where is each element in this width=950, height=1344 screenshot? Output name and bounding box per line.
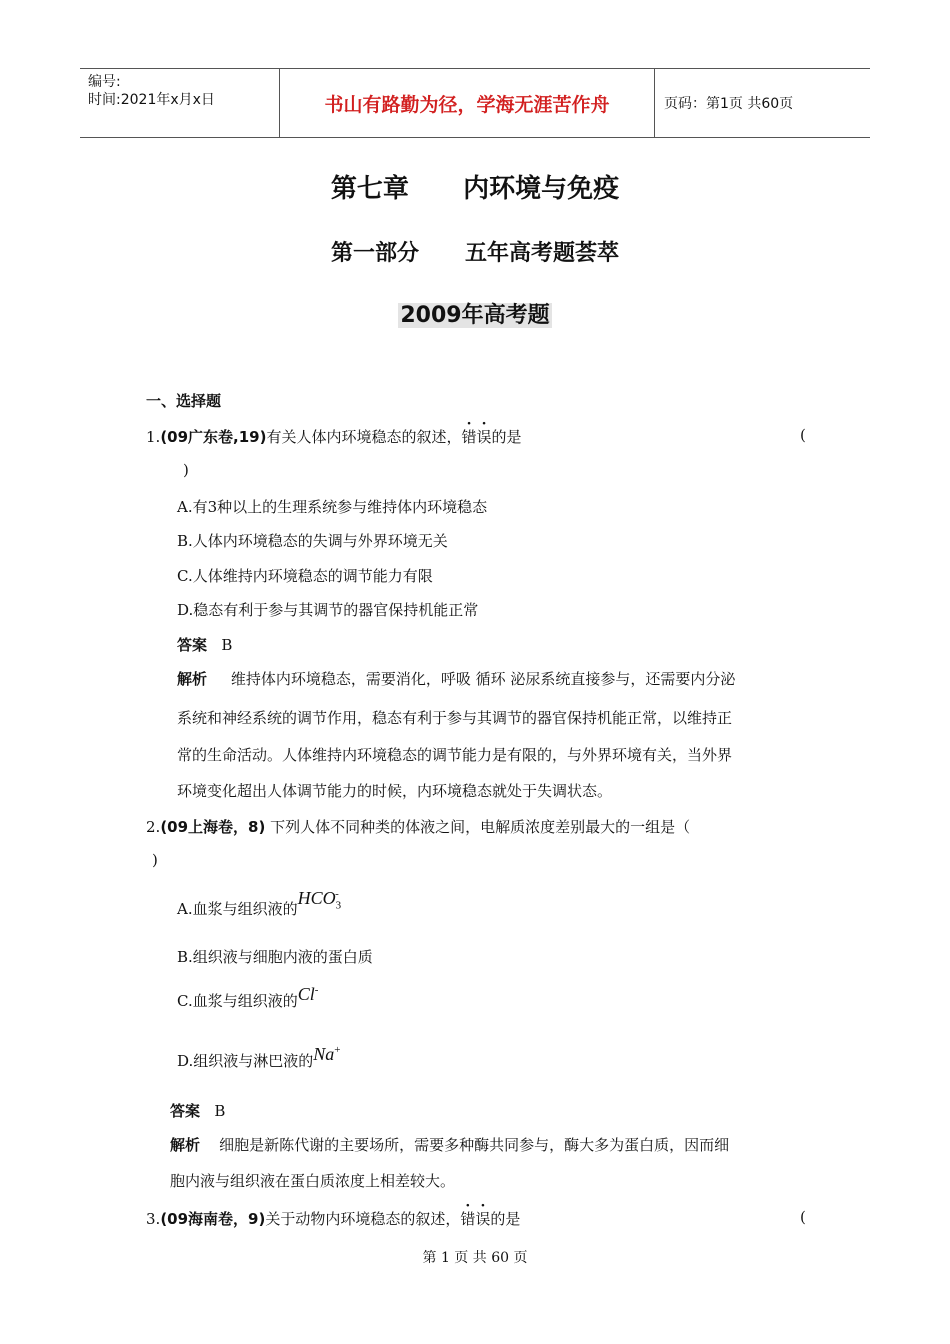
q3-source: (09海南卷，9) <box>160 1210 266 1228</box>
q1-analysis-line-3: 常的生命活动。人体维持内环境稳态的调节能力是有限的，与外界环境有关，当外界 <box>177 746 733 764</box>
q1-analysis-text-1: 维持体内环境稳态，需要消化，呼吸 循环 泌尿系统直接参与，还需要内分泌 <box>230 670 736 688</box>
q2-option-c-text: C.血浆与组织液的 <box>177 992 298 1010</box>
q3-paren-open: ( <box>800 1208 806 1226</box>
hco3-sub: 3 <box>335 899 342 912</box>
q1-analysis-line-2: 系统和神经系统的调节作用，稳态有利于参与其调节的器官保持机能正常，以维持正 <box>177 709 733 727</box>
q1-analysis-label: 解析 <box>177 670 208 688</box>
q3-number: 3. <box>146 1210 161 1228</box>
q1-option-a: A.有3种以上的生理系统参与维持体内环境稳态 <box>177 498 488 516</box>
question-1-stem <box>146 426 522 447</box>
q2-analysis-line-2: 胞内液与组织液在蛋白质浓度上相差较大。 <box>170 1172 456 1190</box>
q1-emph-2: 误 <box>476 428 492 446</box>
q3-emph-2: 误 <box>475 1210 491 1228</box>
q2-number: 2. <box>146 818 161 836</box>
year-title-wrap <box>0 298 950 329</box>
q2-option-d <box>177 1044 341 1071</box>
q1-option-b: B.人体内环境稳态的失调与外界环境无关 <box>177 532 448 550</box>
question-3-stem <box>146 1208 520 1229</box>
q3-stem-post: 的是 <box>490 1210 521 1228</box>
q1-answer-label: 答案 <box>177 636 208 654</box>
q1-analysis-line-4: 环境变化超出人体调节能力的时候，内环境稳态就处于失调状态。 <box>177 782 613 800</box>
time-label: 时间:2021年x月x日 <box>88 92 215 108</box>
q2-analysis-label: 解析 <box>170 1136 201 1154</box>
q3-stem-pre: 关于动物内环境稳态的叙述， <box>265 1210 461 1228</box>
q2-option-a-formula <box>297 888 342 912</box>
q2-option-d-text: D.组织液与淋巴液的 <box>177 1052 314 1070</box>
q2-option-b: B.组织液与细胞内液的蛋白质 <box>177 948 373 966</box>
q1-option-d: D.稳态有利于参与其调节的器官保持机能正常 <box>177 601 479 619</box>
na-symbol: Na <box>313 1044 335 1064</box>
hco3-sup: - <box>335 888 339 900</box>
cl-sup: - <box>314 984 319 996</box>
q2-option-d-formula <box>313 1044 340 1064</box>
q1-stem-pre: 有关人体内环境稳态的叙述， <box>266 428 462 446</box>
q2-option-a-text: A.血浆与组织液的 <box>177 900 298 918</box>
q2-option-c <box>177 984 319 1011</box>
hco3-symbol: HCO <box>297 888 336 908</box>
na-sup: + <box>334 1044 341 1056</box>
q2-paren-close: ) <box>152 851 158 869</box>
q2-analysis-text-1: 细胞是新陈代谢的主要场所，需要多种酶共同参与，酶大多为蛋白质，因而细 <box>219 1136 730 1154</box>
part-title: 第一部分 五年高考题荟萃 <box>331 241 619 266</box>
q2-answer-label: 答案 <box>170 1102 201 1120</box>
q1-emph-1: 错 <box>461 428 477 446</box>
q1-source: (09广东卷,19) <box>160 428 267 446</box>
q1-stem-post: 的是 <box>491 428 522 446</box>
q1-number: 1. <box>146 428 161 446</box>
q1-analysis-line-1 <box>177 668 735 689</box>
header-motto: 书山有路勤为径，学海无涯苦作舟 <box>280 69 655 137</box>
q1-answer-value: B <box>221 636 233 654</box>
number-label: 编号: <box>88 74 121 90</box>
q1-option-c: C.人体维持内环境稳态的调节能力有限 <box>177 567 433 585</box>
q2-analysis-line-1 <box>170 1134 729 1155</box>
q1-paren-open: ( <box>800 426 806 444</box>
cl-symbol: Cl <box>297 984 315 1004</box>
page-footer: 第 1 页 共 60 页 <box>422 1250 528 1266</box>
header-page-info: 页码：第1页 共60页 <box>664 96 794 112</box>
q3-emph-1: 错 <box>460 1210 476 1228</box>
question-2-stem <box>146 816 690 837</box>
q2-stem-text: 下列人体不同种类的体液之间，电解质浓度差别最大的一组是（ <box>270 818 691 836</box>
q1-answer <box>177 634 232 655</box>
q2-answer <box>170 1100 225 1121</box>
q1-paren-close: ) <box>183 461 189 479</box>
year-title: 2009年高考题 <box>400 303 550 328</box>
header-meta <box>80 69 280 137</box>
chapter-title: 第七章 内环境与免疫 <box>330 174 620 204</box>
section-heading: 一、选择题 <box>146 392 222 410</box>
q2-source: (09上海卷，8) <box>160 818 266 836</box>
q2-option-c-formula <box>298 984 319 1004</box>
q2-answer-value: B <box>214 1102 226 1120</box>
q2-option-a <box>177 888 342 922</box>
page-header <box>80 68 870 138</box>
